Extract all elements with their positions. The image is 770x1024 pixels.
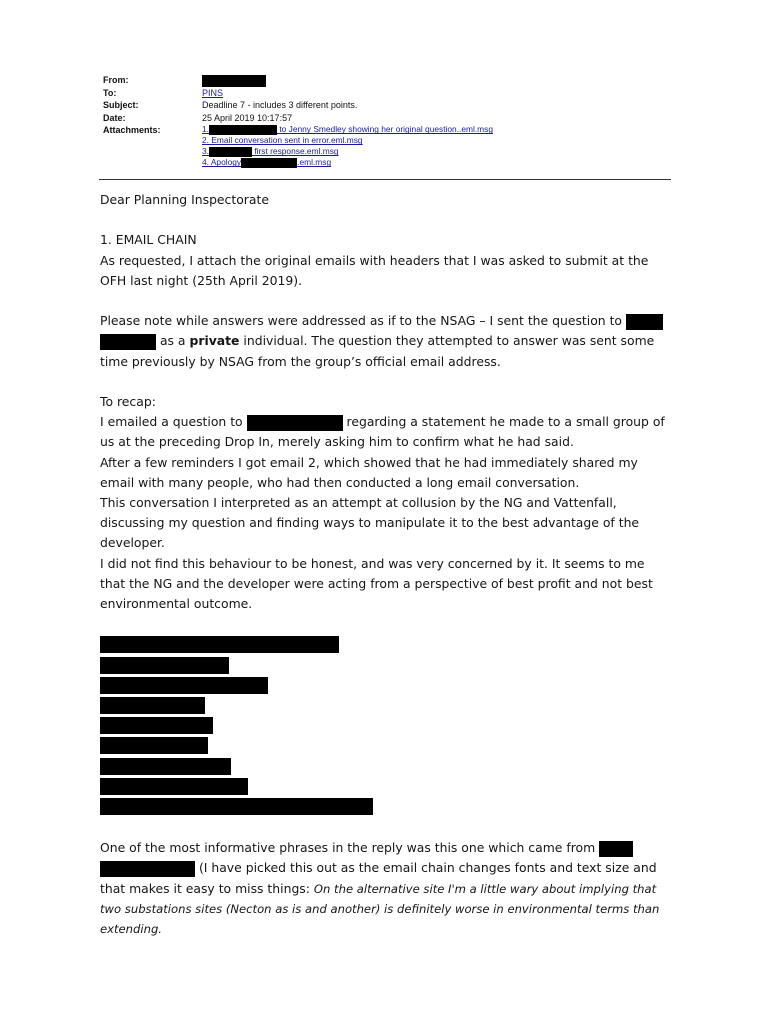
subject-label: Subject:: [103, 100, 139, 111]
redacted-line: [100, 636, 339, 653]
attachment-link-2[interactable]: 2. Email conversation sent in error.eml.msg: [202, 135, 363, 146]
redacted-line: [100, 717, 213, 734]
redacted-line: [100, 697, 205, 714]
redacted-name: [209, 147, 252, 157]
email-body: [100, 190, 670, 939]
paragraph-2: Please note while answers were addressed as if to the NSAG – I sent the question to as a private individual. The question they attempted to answer was sent some time previously by NSAG from the group’s official email address.: [100, 311, 670, 372]
redacted-line: [100, 737, 208, 754]
redacted-block: [100, 636, 670, 815]
paragraph-5: This conversation I interpreted as an attempt at collusion by the NG and Vattenfall, discussing my question and finding ways to manipulate it to the best advantage of the developer.: [100, 495, 640, 551]
attachment-link-4[interactable]: 4. Apology .eml.msg: [202, 157, 332, 168]
recap-heading: To recap:: [100, 393, 156, 409]
redacted-line: [100, 657, 229, 674]
attachment-link-1[interactable]: 1. to Jenny Smedley showing her original question..eml.msg: [202, 124, 493, 135]
greeting: Dear Planning Inspectorate: [100, 192, 269, 207]
redacted-line: [100, 677, 268, 694]
email-header: [103, 74, 673, 168]
redacted-name: [599, 841, 633, 857]
redacted-name: [247, 415, 343, 431]
paragraph-7: One of the most informative phrases in the reply was this one which came from (I have picked this out as the email chain changes fonts and text size and that makes it easy to miss things: On the alternative site I'm a little wary about implying that two substations sites (Necton as is and another) is definitely worse in environmental terms than extending.: [100, 840, 660, 937]
date-label: Date:: [103, 112, 126, 123]
paragraph-3: I emailed a question to regarding a statement he made to a small group of us at the preceding Drop In, merely asking him to confirm what he had said.: [100, 414, 665, 450]
paragraph-1: As requested, I attach the original emails with headers that I was asked to submit at the OFH last night (25th April 2019).: [100, 252, 649, 288]
from-label: From:: [103, 75, 129, 85]
redacted-name: [241, 158, 297, 168]
attachment-link-3[interactable]: 3. first response.eml.msg: [202, 146, 339, 157]
to-label: To:: [103, 87, 117, 98]
redacted-name: [100, 861, 195, 877]
redacted-name: [626, 314, 663, 330]
redacted-line: [100, 778, 248, 795]
section-title: 1. EMAIL CHAIN: [100, 232, 197, 248]
subject-value: Deadline 7 - includes 3 different points.: [202, 100, 358, 111]
redacted-name: [100, 334, 156, 350]
header-divider: [99, 179, 671, 180]
redacted-name: [209, 125, 277, 135]
redacted-line: [100, 798, 373, 815]
quoted-phrase: On the alternative site I'm a little wary about implying that two substations sites (Necton as is and another) is definitely worse in environmental terms than extending.: [100, 881, 660, 937]
redacted-line: [100, 758, 231, 775]
paragraph-6: I did not find this behaviour to be honest, and was very concerned by it. It seems to me that the NG and the developer were acting from a perspective of best profit and not best environmental outcome.: [100, 555, 653, 612]
paragraph-4: After a few reminders I got email 2, which showed that he had immediately shared my email with many people, who had then conducted a long email conversation.: [100, 454, 638, 490]
to-recipient-link[interactable]: PINS: [202, 87, 224, 98]
redacted-sender: [202, 75, 266, 87]
attachments-label: Attachments:: [103, 125, 161, 136]
date-value: 25 April 2019 10:17:57: [202, 112, 293, 123]
